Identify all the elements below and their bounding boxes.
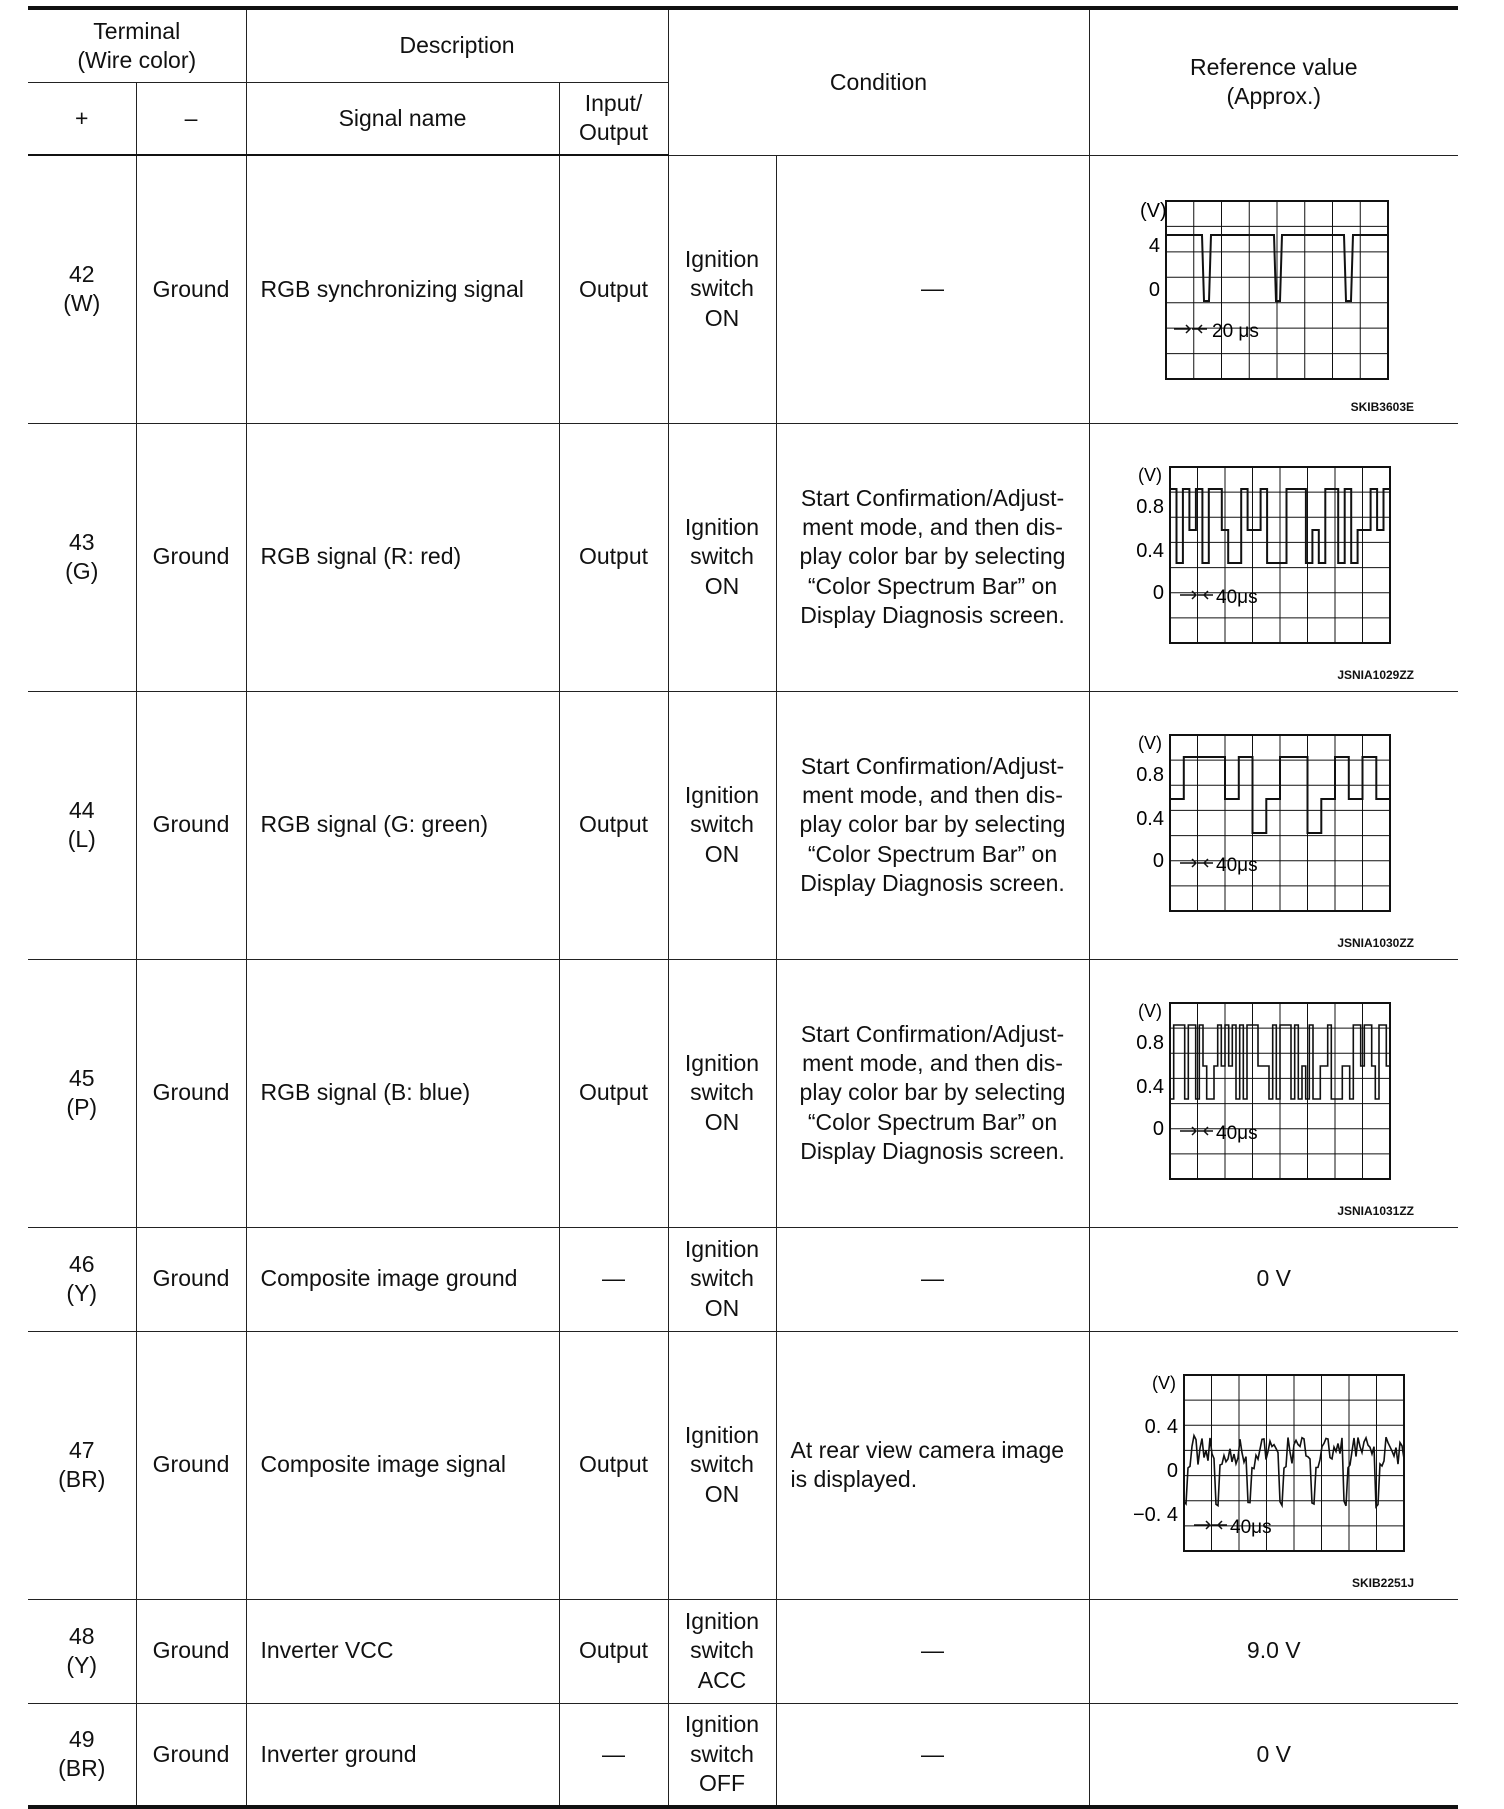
figure-id: JSNIA1031ZZ [1337,1203,1415,1218]
reference-cell [1089,155,1458,423]
condition-cell: Start Confirmation/Adjust- ment mode, and then dis- play color bar by selecting “Color Spectrum Bar” on Display Diagnosis screen. [776,691,1089,959]
table-row [28,1599,1458,1703]
terminal-cell: 43 (G) [28,423,136,691]
waveform-figure [1094,159,1455,419]
io-cell: Output [559,1331,668,1599]
table-row [28,423,1458,691]
y-unit-label: (V) [1137,1001,1162,1021]
reference-value-cell: 0 V [1089,1227,1458,1331]
time-scale-label: 20 μs [1211,321,1259,342]
time-scale-label: 40μs [1215,855,1258,876]
signal-name-cell: RGB synchronizing signal [246,155,559,423]
figure-id: JSNIA1029ZZ [1337,667,1415,682]
ignition-cell: Ignition switch ON [668,959,776,1227]
sync-waveform-chart [1094,159,1463,419]
y-tick-label: 0.8 [1135,764,1164,786]
signal-name-cell: RGB signal (B: blue) [246,959,559,1227]
ground-cell: Ground [136,1227,246,1331]
waveform-figure [1094,427,1455,687]
ground-cell: Ground [136,155,246,423]
time-scale-label: 40μs [1229,1517,1272,1538]
table-row [28,1703,1458,1807]
table-row [28,1227,1458,1331]
y-tick-label: −0. 4 [1132,1504,1178,1526]
time-scale-label: 40μs [1215,587,1258,608]
ignition-cell: Ignition switch ON [668,155,776,423]
ignition-cell: Ignition switch ON [668,1227,776,1331]
terminal-cell: 48 (Y) [28,1599,136,1703]
y-unit-label: (V) [1137,733,1162,753]
header-input-output: Input/ Output [559,82,668,155]
terminal-cell: 46 (Y) [28,1227,136,1331]
ground-cell: Ground [136,1599,246,1703]
ground-cell: Ground [136,1703,246,1807]
reference-value-cell: 0 V [1089,1703,1458,1807]
reference-value-cell: 9.0 V [1089,1599,1458,1703]
terminal-reference-table [28,6,1458,1809]
y-tick-label: 0 [1152,582,1164,604]
y-unit-label: (V) [1151,1373,1176,1393]
y-unit-label: (V) [1137,465,1162,485]
signal-name-cell: Composite image signal [246,1331,559,1599]
condition-cell: — [776,1227,1089,1331]
waveform-figure [1094,1335,1455,1595]
y-unit-label: (V) [1139,200,1167,222]
io-cell: Output [559,155,668,423]
reference-cell [1089,1331,1458,1599]
header-signal-name: Signal name [246,82,559,155]
condition-cell: — [776,1703,1089,1807]
y-tick-label: 0 [1148,279,1160,301]
ground-cell: Ground [136,1331,246,1599]
header-plus: + [28,82,136,155]
ground-cell: Ground [136,691,246,959]
y-tick-label: 0.8 [1135,496,1164,518]
ignition-cell: Ignition switch OFF [668,1703,776,1807]
waveform-figure [1094,695,1455,955]
signal-name-cell: Inverter VCC [246,1599,559,1703]
table-row [28,691,1458,959]
signal-name-cell: RGB signal (G: green) [246,691,559,959]
reference-cell [1089,959,1458,1227]
io-cell: Output [559,423,668,691]
io-cell: Output [559,691,668,959]
figure-id: SKIB2251J [1351,1575,1415,1590]
terminal-cell: 47 (BR) [28,1331,136,1599]
terminal-cell: 44 (L) [28,691,136,959]
reference-cell [1089,423,1458,691]
green-waveform-chart [1094,695,1463,955]
header-minus: – [136,82,246,155]
ignition-cell: Ignition switch ON [668,691,776,959]
figure-id: SKIB3603E [1350,399,1415,414]
ignition-cell: Ignition switch ON [668,423,776,691]
io-cell: Output [559,1599,668,1703]
terminal-cell: 45 (P) [28,959,136,1227]
condition-cell: — [776,155,1089,423]
condition-cell: — [776,1599,1089,1703]
y-tick-label: 0.4 [1135,540,1164,562]
terminal-cell: 49 (BR) [28,1703,136,1807]
y-tick-label: 0.4 [1135,808,1164,830]
ignition-cell: Ignition switch ACC [668,1599,776,1703]
composite-waveform-chart [1094,1335,1463,1595]
condition-cell: At rear view camera image is displayed. [776,1331,1089,1599]
condition-cell: Start Confirmation/Adjust- ment mode, and then dis- play color bar by selecting “Color Spectrum Bar” on Display Diagnosis screen. [776,959,1089,1227]
header-condition: Condition [668,8,1089,155]
y-tick-label: 0. 4 [1144,1416,1178,1438]
terminal-cell: 42 (W) [28,155,136,423]
waveform-figure [1094,963,1455,1223]
header-description: Description [246,8,668,82]
signal-name-cell: RGB signal (R: red) [246,423,559,691]
y-tick-label: 0 [1152,1118,1164,1140]
signal-name-cell: Inverter ground [246,1703,559,1807]
table-row [28,155,1458,423]
header-terminal: Terminal (Wire color) [28,8,246,82]
y-tick-label: 0.4 [1135,1076,1164,1098]
ground-cell: Ground [136,423,246,691]
waveform-trace [1170,1025,1390,1099]
header-reference-value: Reference value (Approx.) [1089,8,1458,155]
signal-name-cell: Composite image ground [246,1227,559,1331]
io-cell: — [559,1227,668,1331]
blue-waveform-chart [1094,963,1463,1223]
figure-id: JSNIA1030ZZ [1337,935,1415,950]
table-row [28,1331,1458,1599]
red-waveform-chart [1094,427,1463,687]
y-tick-label: 0 [1166,1460,1178,1482]
y-tick-label: 4 [1148,235,1160,257]
io-cell: — [559,1703,668,1807]
reference-cell [1089,691,1458,959]
ignition-cell: Ignition switch ON [668,1331,776,1599]
time-scale-label: 40μs [1215,1123,1258,1144]
y-tick-label: 0 [1152,850,1164,872]
table-row [28,959,1458,1227]
condition-cell: Start Confirmation/Adjust- ment mode, and then dis- play color bar by selecting “Color Spectrum Bar” on Display Diagnosis screen. [776,423,1089,691]
ground-cell: Ground [136,959,246,1227]
y-tick-label: 0.8 [1135,1032,1164,1054]
io-cell: Output [559,959,668,1227]
